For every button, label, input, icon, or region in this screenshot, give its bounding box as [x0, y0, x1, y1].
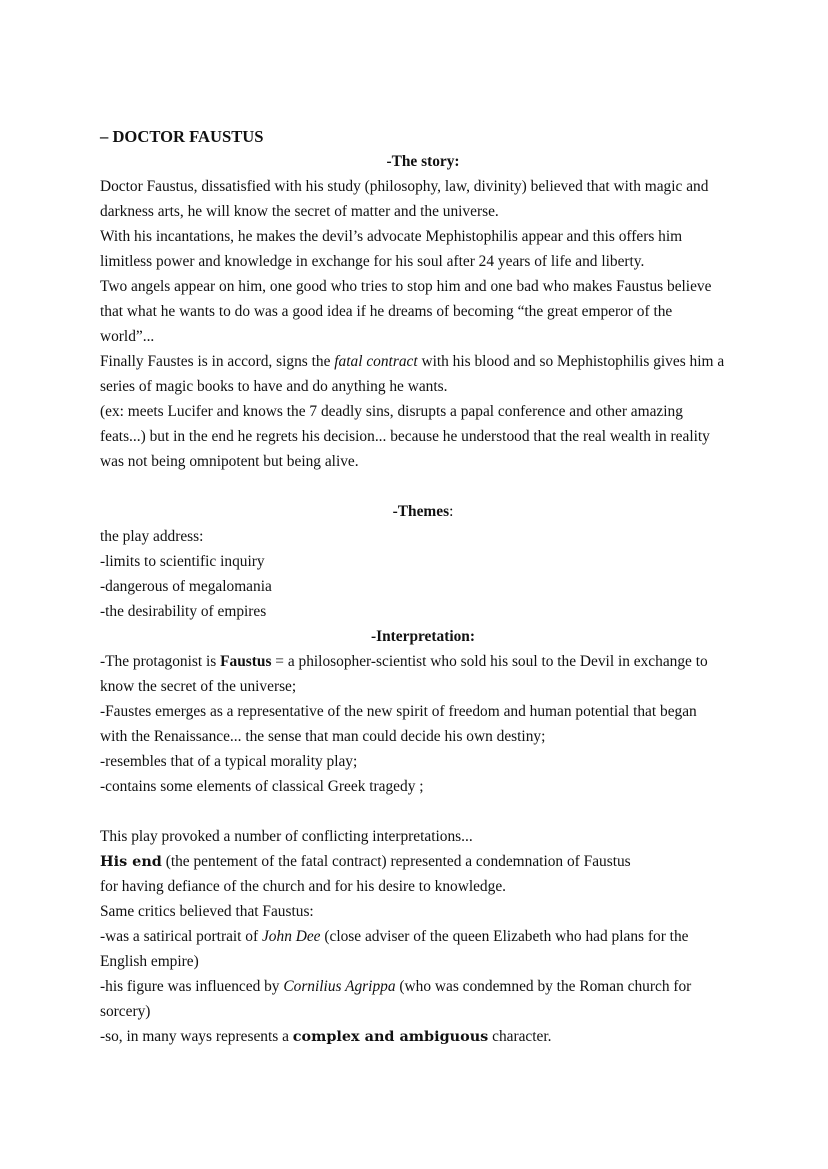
conclusion-line: [100, 974, 736, 999]
story-line: Two angels appear on him, one good who tries to stop him and one bad who makes Faustus believe: [100, 278, 712, 295]
interpretation-line: [100, 649, 736, 674]
document-page: [100, 124, 736, 1049]
document-title: – DOCTOR FAUSTUS: [100, 127, 264, 146]
conclusion-line: for having defiance of the church and for his desire to knowledge.: [100, 878, 506, 895]
conclusion-line: [100, 924, 736, 949]
conclusion-text: -was a satirical portrait of: [100, 928, 262, 945]
themes-heading-colon: :: [449, 503, 454, 520]
conclusion-text: -so, in many ways represents a: [100, 1028, 293, 1045]
story-text: with his blood and so Mephistophilis gives him a: [417, 353, 725, 370]
conclusion-line: sorcery): [100, 1003, 151, 1020]
story-line: darkness arts, he will know the secret of matter and the universe.: [100, 203, 499, 220]
paragraph-gap: [100, 799, 736, 824]
conclusion-text: (the pentement of the fatal contract) represented a condemnation of Faustus: [161, 853, 631, 870]
conclusion-line: Same critics believed that Faustus:: [100, 903, 314, 920]
story-line: that what he wants to do was a good idea if he dreams of becoming “the great emperor of the: [100, 303, 673, 320]
conclusion-line: [100, 1024, 736, 1049]
interpretation-line: -contains some elements of classical Greek tragedy ;: [100, 778, 424, 795]
story-line: was not being omnipotent but being alive.: [100, 453, 359, 470]
story-heading: -The story:: [386, 153, 460, 170]
themes-line: -dangerous of megalomania: [100, 578, 272, 595]
complex-ambiguous-emphasis: complex and ambiguous: [292, 1028, 489, 1045]
themes-line: -the desirability of empires: [100, 603, 267, 620]
agrippa-emphasis: Cornilius Agrippa: [283, 978, 396, 995]
john-dee-emphasis: John Dee: [261, 928, 321, 945]
interpretation-heading: -Interpretation:: [370, 628, 475, 645]
themes-line: -limits to scientific inquiry: [100, 553, 265, 570]
interpretation-text: -The protagonist is: [100, 653, 221, 670]
interpretation-text: = a philosopher-scientist who sold his soul to the Devil in exchange to: [271, 653, 708, 670]
conclusion-line: [100, 849, 736, 874]
story-line: Doctor Faustus, dissatisfied with his study (philosophy, law, divinity) believed that with magic and: [100, 178, 709, 195]
paragraph-gap: [100, 474, 736, 499]
story-line: [100, 349, 736, 374]
story-text: Finally Faustes is in accord, signs the: [100, 353, 335, 370]
conclusion-text: (who was condemned by the Roman church for: [395, 978, 692, 995]
themes-line: the play address:: [100, 528, 204, 545]
story-line: With his incantations, he makes the devil’s advocate Mephistophilis appear and this offers him: [100, 228, 683, 245]
fatal-contract-emphasis: fatal contract: [334, 353, 418, 370]
interpretation-line: -Faustes emerges as a representative of the new spirit of freedom and human potential that began: [100, 703, 697, 720]
story-line: feats...) but in the end he regrets his decision... because he understood that the real wealth in reality: [100, 428, 710, 445]
his-end-emphasis: His end: [100, 853, 162, 870]
story-line: world”...: [100, 328, 155, 345]
story-line: series of magic books to have and do anything he wants.: [100, 378, 448, 395]
interpretation-line: know the secret of the universe;: [100, 678, 297, 695]
faustus-emphasis: Faustus: [220, 653, 272, 670]
story-line: (ex: meets Lucifer and knows the 7 deadly sins, disrupts a papal conference and other amazing: [100, 403, 683, 420]
conclusion-text: (close adviser of the queen Elizabeth who had plans for the: [320, 928, 689, 945]
conclusion-line: This play provoked a number of conflicting interpretations...: [100, 828, 473, 845]
themes-heading-text: -Themes: [392, 503, 450, 520]
conclusion-text: character.: [488, 1028, 552, 1045]
themes-heading: [100, 499, 736, 524]
conclusion-text: -his figure was influenced by: [100, 978, 284, 995]
interpretation-line: -resembles that of a typical morality play;: [100, 753, 358, 770]
conclusion-line: English empire): [100, 953, 199, 970]
interpretation-line: with the Renaissance... the sense that man could decide his own destiny;: [100, 728, 546, 745]
story-line: limitless power and knowledge in exchange for his soul after 24 years of life and liberty.: [100, 253, 645, 270]
